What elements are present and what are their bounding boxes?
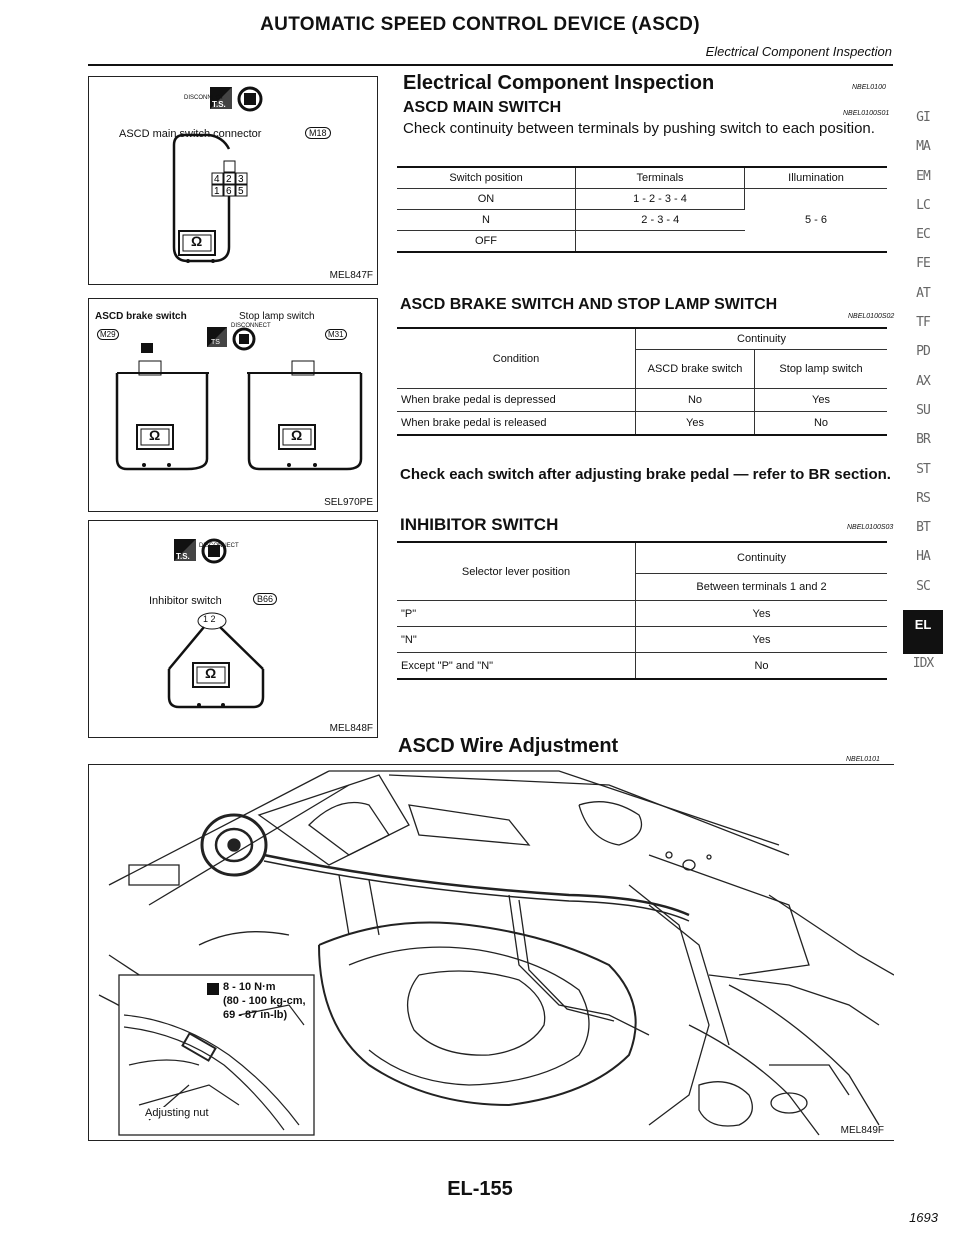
tab-bt[interactable]: BT: [916, 520, 930, 536]
fig3-label: Inhibitor switch: [149, 595, 222, 607]
bs-row2-stop: No: [755, 412, 888, 436]
tab-sc[interactable]: SC: [916, 578, 930, 594]
fig4-torque-3: 69 - 87 in-lb): [223, 1009, 288, 1021]
fig1-ts: T.S.: [212, 100, 226, 109]
fig2-left-label: ASCD brake switch: [95, 311, 187, 322]
inh-row-n-continuity: Yes: [636, 627, 888, 653]
ms-row-off-position: OFF: [397, 231, 576, 253]
figure-inhibitor-switch: [88, 520, 378, 738]
page-subtitle: Electrical Component Inspection: [705, 44, 892, 59]
section-tab-index: [903, 110, 943, 685]
brake-switch-table: [397, 327, 887, 436]
header-rule: [88, 64, 893, 66]
tab-st[interactable]: ST: [916, 461, 930, 477]
brake-switch-ref: NBEL0100S02: [848, 313, 895, 320]
tab-ec[interactable]: EC: [916, 227, 930, 243]
bs-row1-ascd: No: [636, 389, 755, 412]
brake-switch-note: Check each switch after adjusting brake pedal — refer to BR section.: [400, 466, 891, 483]
tab-at[interactable]: AT: [916, 285, 930, 301]
ms-row-off-terminals: [576, 231, 745, 253]
fig1-disconnect: DISCONNECT: [184, 95, 224, 101]
bs-row1-condition: When brake pedal is depressed: [397, 389, 636, 412]
tab-pd[interactable]: PD: [916, 344, 930, 360]
wire-adjust-title: ASCD Wire Adjustment: [398, 735, 619, 757]
page-title: AUTOMATIC SPEED CONTROL DEVICE (ASCD): [260, 14, 700, 35]
ms-row-on-terminals: 1 - 2 - 3 - 4: [576, 189, 745, 210]
fig2-right-label: Stop lamp switch: [239, 311, 315, 322]
tab-ha[interactable]: HA: [916, 549, 930, 565]
tab-el-active[interactable]: EL: [903, 610, 943, 654]
bs-subheader-ascd: ASCD brake switch: [636, 350, 755, 389]
svg-text:1: 1: [214, 186, 220, 197]
fig2-ohm-right-icon: Ω: [291, 427, 303, 443]
main-switch-title: ASCD MAIN SWITCH: [403, 99, 562, 116]
fig3-code: MEL848F: [329, 723, 373, 734]
ms-header-position: Switch position: [397, 167, 576, 189]
connector-pins: [212, 161, 247, 197]
fig3-pins: 1 2: [203, 614, 216, 624]
fig1-code: MEL847F: [329, 270, 373, 281]
inh-row-p-position: "P": [397, 601, 636, 627]
tab-ax[interactable]: AX: [916, 373, 930, 389]
fig4-code: MEL849F: [840, 1125, 884, 1136]
fig1-connector-id: M18: [305, 127, 331, 139]
tab-em[interactable]: EM: [916, 168, 930, 184]
tab-tf[interactable]: TF: [916, 315, 930, 331]
svg-text:2: 2: [226, 174, 232, 185]
bs-subheader-stop: Stop lamp switch: [755, 350, 888, 389]
inhibitor-table: [397, 541, 887, 680]
inh-subheader: Between terminals 1 and 2: [636, 574, 888, 601]
main-switch-table: [397, 166, 887, 253]
fig2-right-connector: M31: [325, 329, 347, 340]
ms-header-illumination: Illumination: [745, 167, 888, 189]
main-switch-text: Check continuity between terminals by pushing switch to each position.: [403, 120, 875, 137]
bs-continuity-header: Continuity: [636, 328, 888, 350]
figure-brake-switch: [88, 298, 378, 512]
tab-lc[interactable]: LC: [916, 197, 930, 213]
inh-row-n-position: "N": [397, 627, 636, 653]
bs-condition-header: Condition: [397, 328, 636, 389]
fig4-torque: [223, 980, 306, 1022]
tab-idx[interactable]: IDX: [912, 656, 934, 672]
tab-su[interactable]: SU: [916, 402, 930, 418]
tab-gi[interactable]: GI: [916, 110, 930, 125]
fig2-code: SEL970PE: [324, 497, 373, 508]
fig3-disconnect: DISCONNECT: [199, 543, 239, 549]
fig4-torque-2: (80 - 100 kg-cm,: [223, 995, 306, 1007]
inspection-title: Electrical Component Inspection: [403, 72, 715, 94]
fig2-ts: TS: [211, 339, 220, 346]
inhibitor-ref: NBEL0100S03: [847, 524, 894, 531]
bs-row2-condition: When brake pedal is released: [397, 412, 636, 436]
fig2-disconnect: DISCONNECT: [231, 323, 271, 329]
svg-text:4: 4: [214, 174, 220, 185]
tab-rs[interactable]: RS: [916, 490, 930, 506]
tab-ma[interactable]: MA: [916, 139, 930, 155]
svg-text:3: 3: [238, 174, 244, 185]
fig3-ohm-icon: Ω: [205, 665, 217, 681]
inh-continuity-header: Continuity: [636, 542, 888, 574]
inhibitor-diagram: [89, 521, 377, 737]
fig1-ohm-icon: Ω: [191, 233, 203, 249]
bs-row2-ascd: Yes: [636, 412, 755, 436]
tab-fe[interactable]: FE: [916, 256, 930, 272]
tab-br[interactable]: BR: [916, 432, 930, 448]
fig2-ohm-left-icon: Ω: [149, 427, 161, 443]
ms-header-terminals: Terminals: [576, 167, 745, 189]
fig3-connector-id: B66: [253, 593, 277, 605]
bs-row1-stop: Yes: [755, 389, 888, 412]
fig3-ts: T.S.: [176, 552, 190, 561]
inh-row-except-position: Except "P" and "N": [397, 653, 636, 680]
ms-illumination-value: 5 - 6: [745, 189, 888, 253]
main-switch-diagram: [89, 77, 377, 284]
ms-row-on-position: ON: [397, 189, 576, 210]
fig2-left-connector: M29: [97, 329, 119, 340]
inhibitor-title: INHIBITOR SWITCH: [400, 515, 559, 534]
brake-switch-title: ASCD BRAKE SWITCH AND STOP LAMP SWITCH: [400, 296, 778, 313]
svg-text:5: 5: [238, 186, 244, 197]
inh-row-p-continuity: Yes: [636, 601, 888, 627]
fig4-callout: Adjusting nut: [145, 1107, 209, 1119]
fig1-label: ASCD main switch connector: [119, 128, 262, 140]
ms-row-n-terminals: 2 - 3 - 4: [576, 210, 745, 231]
corner-page-number: 1693: [909, 1210, 938, 1225]
page-number: EL-155: [447, 1178, 513, 1200]
engine-bay-illustration: [89, 765, 894, 1140]
inh-row-except-continuity: No: [636, 653, 888, 680]
wire-adjust-ref: NBEL0101: [846, 756, 880, 763]
main-switch-ref: NBEL0100S01: [843, 110, 890, 117]
inh-selector-header: Selector lever position: [397, 542, 636, 601]
inspection-ref: NBEL0100: [852, 84, 886, 91]
fig4-torque-1: 8 - 10 N·m: [223, 981, 276, 993]
svg-text:6: 6: [226, 186, 232, 197]
ms-row-n-position: N: [397, 210, 576, 231]
figure-main-switch: [88, 76, 378, 285]
figure-wire-adjustment: [88, 764, 894, 1141]
